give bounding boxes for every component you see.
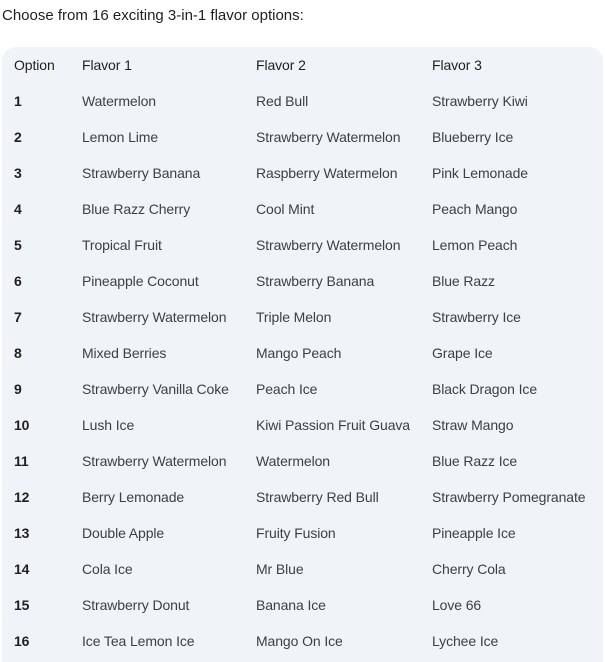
- cell-option: 3: [14, 165, 22, 181]
- cell-option: 15: [14, 597, 30, 613]
- table-row: [2, 623, 603, 659]
- cell-option: 1: [14, 93, 22, 109]
- cell-flavor-2: Cool Mint: [256, 201, 315, 217]
- table-body: [2, 83, 603, 659]
- cell-flavor-1: Mixed Berries: [82, 345, 167, 361]
- cell-flavor-3: Lemon Peach: [432, 237, 518, 253]
- header-flavor-1: Flavor 1: [82, 57, 132, 73]
- table-row: [2, 119, 603, 155]
- cell-option: 6: [14, 273, 22, 289]
- cell-flavor-2: Strawberry Watermelon: [256, 129, 401, 145]
- cell-flavor-2: Fruity Fusion: [256, 525, 336, 541]
- cell-option: 5: [14, 237, 22, 253]
- cell-flavor-2: Mr Blue: [256, 561, 304, 577]
- cell-flavor-2: Triple Melon: [256, 309, 332, 325]
- cell-flavor-1: Lemon Lime: [82, 129, 159, 145]
- cell-option: 7: [14, 309, 22, 325]
- cell-flavor-2: Strawberry Watermelon: [256, 237, 401, 253]
- cell-flavor-1: Strawberry Donut: [82, 597, 190, 613]
- cell-option: 10: [14, 417, 30, 433]
- cell-flavor-2: Raspberry Watermelon: [256, 165, 398, 181]
- cell-option: 4: [14, 201, 22, 217]
- cell-flavor-2: Kiwi Passion Fruit Guava: [256, 417, 410, 433]
- header-flavor-2: Flavor 2: [256, 57, 306, 73]
- cell-flavor-1: Double Apple: [82, 525, 165, 541]
- table-row: [2, 227, 603, 263]
- table-row: [2, 155, 603, 191]
- cell-flavor-2: Mango Peach: [256, 345, 342, 361]
- cell-option: 2: [14, 129, 22, 145]
- cell-flavor-2: Mango On Ice: [256, 633, 343, 649]
- table-row: [2, 551, 603, 587]
- cell-option: 14: [14, 561, 30, 577]
- table-row: [2, 335, 603, 371]
- cell-flavor-2: Watermelon: [256, 453, 330, 469]
- cell-option: 16: [14, 633, 30, 649]
- cell-flavor-1: Ice Tea Lemon Ice: [82, 633, 195, 649]
- table-row: [2, 191, 603, 227]
- intro-text: Choose from 16 exciting 3-in-1 flavor options:: [2, 7, 304, 24]
- cell-flavor-3: Love 66: [432, 597, 482, 613]
- header-option: Option: [14, 57, 55, 73]
- cell-flavor-1: Strawberry Watermelon: [82, 453, 227, 469]
- cell-flavor-3: Blueberry Ice: [432, 129, 514, 145]
- cell-flavor-1: Strawberry Vanilla Coke: [82, 381, 229, 397]
- table-row: [2, 587, 603, 623]
- cell-option: 13: [14, 525, 30, 541]
- cell-flavor-3: Straw Mango: [432, 417, 514, 433]
- cell-flavor-2: Red Bull: [256, 93, 309, 109]
- cell-flavor-3: Lychee Ice: [432, 633, 499, 649]
- cell-option: 9: [14, 381, 22, 397]
- table-row: [2, 299, 603, 335]
- cell-flavor-3: Blue Razz Ice: [432, 453, 518, 469]
- cell-option: 11: [14, 453, 29, 469]
- cell-flavor-1: Watermelon: [82, 93, 156, 109]
- table-row: [2, 479, 603, 515]
- header-flavor-3: Flavor 3: [432, 57, 482, 73]
- cell-flavor-3: Blue Razz: [432, 273, 495, 289]
- cell-flavor-2: Banana Ice: [256, 597, 326, 613]
- cell-flavor-1: Pineapple Coconut: [82, 273, 199, 289]
- cell-flavor-1: Tropical Fruit: [82, 237, 162, 253]
- cell-flavor-1: Berry Lemonade: [82, 489, 185, 505]
- table-row: [2, 443, 603, 479]
- cell-flavor-3: Cherry Cola: [432, 561, 506, 577]
- cell-flavor-3: Pineapple Ice: [432, 525, 516, 541]
- cell-flavor-3: Black Dragon Ice: [432, 381, 538, 397]
- cell-flavor-1: Cola Ice: [82, 561, 133, 577]
- table-header-row: [2, 47, 603, 83]
- cell-flavor-2: Peach Ice: [256, 381, 318, 397]
- flavor-table: [2, 47, 603, 659]
- cell-option: 12: [14, 489, 30, 505]
- cell-flavor-1: Strawberry Watermelon: [82, 309, 227, 325]
- cell-flavor-3: Strawberry Pomegranate: [432, 489, 586, 505]
- table-row: [2, 263, 603, 299]
- cell-flavor-1: Blue Razz Cherry: [82, 201, 191, 217]
- cell-flavor-2: Strawberry Red Bull: [256, 489, 379, 505]
- cell-flavor-3: Strawberry Kiwi: [432, 93, 528, 109]
- cell-flavor-1: Strawberry Banana: [82, 165, 201, 181]
- cell-flavor-2: Strawberry Banana: [256, 273, 375, 289]
- cell-flavor-3: Grape Ice: [432, 345, 493, 361]
- cell-flavor-3: Pink Lemonade: [432, 165, 528, 181]
- table-row: [2, 515, 603, 551]
- table-row: [2, 83, 603, 119]
- flavor-table-card: [2, 47, 603, 662]
- cell-flavor-1: Lush Ice: [82, 417, 135, 433]
- table-row: [2, 407, 603, 443]
- cell-flavor-3: Strawberry Ice: [432, 309, 521, 325]
- table-row: [2, 371, 603, 407]
- cell-flavor-3: Peach Mango: [432, 201, 518, 217]
- cell-option: 8: [14, 345, 22, 361]
